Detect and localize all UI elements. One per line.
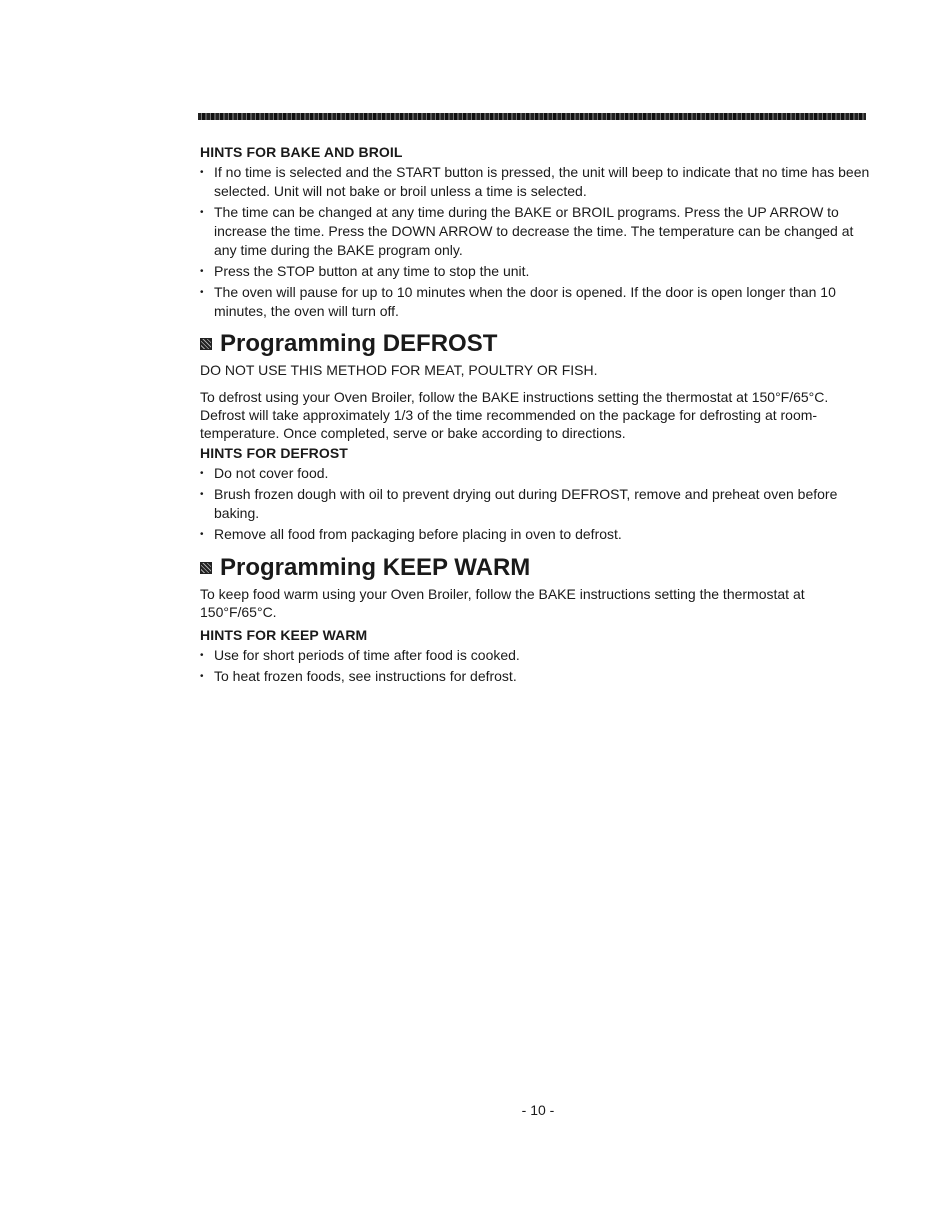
defrost-heading: [200, 329, 870, 359]
hints-defrost-list: [200, 464, 870, 544]
page-content: [200, 143, 870, 686]
hints-keep-warm-list: [200, 646, 870, 686]
section-marker-icon: [200, 338, 212, 350]
list-item: • Do not cover food.: [200, 464, 870, 483]
list-item: • Brush frozen dough with oil to prevent drying out during DEFROST, remove and preheat oven before baking.: [200, 485, 870, 523]
hints-keep-warm-title: HINTS FOR KEEP WARM: [200, 627, 368, 643]
list-item: • Remove all food from packaging before placing in oven to defrost.: [200, 525, 870, 544]
hints-bake-broil-list: [200, 163, 870, 321]
keep-warm-heading-text: Programming KEEP WARM: [220, 554, 531, 581]
defrost-instructions: To defrost using your Oven Broiler, follow the BAKE instructions setting the thermostat at 150°F/65°C. Defrost will take approximately 1/3 of the time recommended on the package for defrosting at room-temperature. Once completed, serve or bake according to directions.: [200, 389, 829, 441]
list-item: • If no time is selected and the START button is pressed, the unit will beep to indicate that no time has been selected. Unit will not bake or broil unless a time is selected.: [200, 163, 870, 201]
defrost-heading-text: Programming DEFROST: [220, 330, 498, 357]
list-item: • To heat frozen foods, see instructions for defrost.: [200, 667, 870, 686]
hints-bake-broil-title: HINTS FOR BAKE AND BROIL: [200, 144, 403, 160]
list-item: • Use for short periods of time after food is cooked.: [200, 646, 870, 665]
list-item: • The time can be changed at any time during the BAKE or BROIL programs. Press the UP ARROW to increase the time. Press the DOWN ARROW to decrease the time. The temperature can be changed at any time during the BAKE program only.: [200, 203, 870, 260]
hints-defrost-title: HINTS FOR DEFROST: [200, 445, 348, 461]
top-decorative-rule: [198, 113, 866, 120]
defrost-warning: DO NOT USE THIS METHOD FOR MEAT, POULTRY OR FISH.: [200, 362, 598, 378]
section-marker-icon: [200, 562, 212, 574]
page-number: - 10 -: [521, 1102, 555, 1118]
keep-warm-heading: [200, 553, 870, 583]
keep-warm-instructions: To keep food warm using your Oven Broiler, follow the BAKE instructions setting the thermostat at 150°F/65°C.: [200, 586, 805, 620]
list-item: • The oven will pause for up to 10 minutes when the door is opened. If the door is open longer than 10 minutes, the oven will turn off.: [200, 283, 870, 321]
list-item: • Press the STOP button at any time to stop the unit.: [200, 262, 870, 281]
